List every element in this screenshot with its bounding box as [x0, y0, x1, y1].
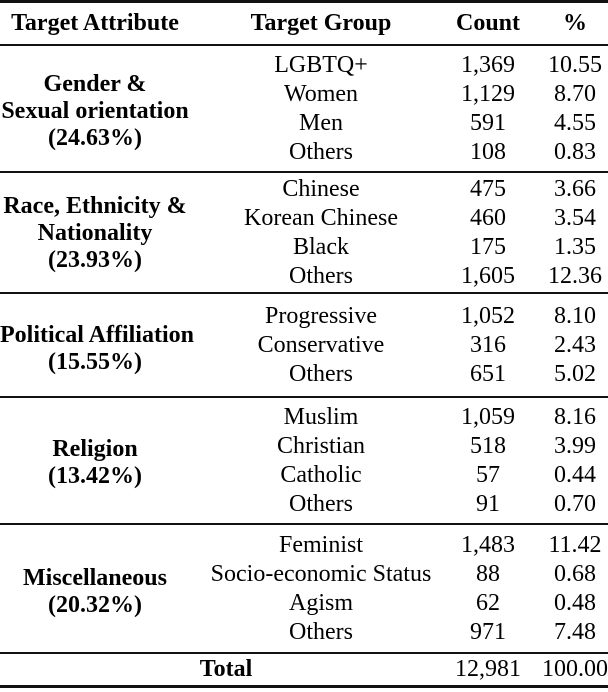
group-label-gender-sexual-orientation: [0, 45, 190, 172]
percent-cell: 2.43: [554, 332, 596, 358]
group-label-line: Gender &: [43, 70, 147, 97]
table-row: [0, 293, 608, 331]
percent-cell: 4.55: [554, 110, 596, 136]
group-label-race-ethnicity-nationality: [0, 172, 190, 293]
column-header-count: Count: [452, 2, 524, 46]
percent-cell: 0.44: [554, 462, 596, 488]
target-group-cell: Men: [299, 110, 343, 136]
group-political-affiliation: [0, 293, 608, 397]
total-row: [0, 653, 608, 687]
group-gender-sexual-orientation: [0, 45, 608, 172]
table-header-row: [0, 2, 608, 46]
target-group-cell: LGBTQ+: [274, 52, 368, 78]
column-header-target-attribute: Target Attribute: [0, 2, 190, 46]
group-race-ethnicity-nationality: [0, 172, 608, 293]
percent-cell: 3.54: [554, 205, 596, 231]
count-cell: 971: [470, 619, 506, 645]
target-group-cell: Feminist: [278, 532, 363, 558]
group-label-political-affiliation: [0, 293, 194, 397]
target-group-cell: Socio-economic Status: [210, 561, 432, 587]
percent-cell: 8.16: [554, 404, 596, 430]
count-cell: 475: [470, 176, 506, 202]
count-cell: 1,059: [461, 404, 515, 430]
percent-cell: 10.55: [548, 52, 602, 78]
count-cell: 57: [476, 462, 500, 488]
group-share: (20.32%): [48, 591, 142, 618]
target-group-cell: Others: [289, 619, 353, 645]
percent-cell: 8.10: [554, 303, 596, 329]
target-group-cell: Progressive: [265, 303, 377, 329]
group-label-line: Political Affiliation: [0, 322, 194, 348]
group-label-miscellaneous: [0, 524, 190, 653]
target-group-cell: Catholic: [280, 462, 362, 488]
group-share: (24.63%): [48, 124, 142, 151]
count-cell: 1,483: [461, 532, 515, 558]
count-cell: 1,369: [461, 52, 515, 78]
group-label-line: Miscellaneous: [23, 564, 167, 591]
target-group-cell: Others: [289, 361, 353, 387]
target-group-cell: Others: [289, 139, 353, 165]
target-group-cell: Christian: [277, 433, 365, 459]
group-label-line: Race, Ethnicity &: [3, 193, 187, 219]
total-section: [0, 653, 608, 687]
target-group-cell: Agism: [288, 590, 353, 616]
count-cell: 62: [476, 590, 500, 616]
count-cell: 175: [470, 234, 506, 260]
percent-cell: 3.66: [554, 176, 596, 202]
count-cell: 316: [470, 332, 506, 358]
count-cell: 1,129: [461, 81, 515, 107]
group-religion: [0, 397, 608, 524]
column-header-percent: %: [524, 2, 608, 46]
group-label-line: Religion: [52, 436, 138, 462]
count-cell: 460: [470, 205, 506, 231]
percent-cell: 8.70: [554, 81, 596, 107]
group-miscellaneous: [0, 524, 608, 653]
target-group-cell: Others: [289, 491, 353, 517]
column-header-target-group: Target Group: [190, 2, 452, 46]
count-cell: 108: [470, 139, 506, 165]
target-group-cell: Korean Chinese: [244, 205, 398, 231]
percent-cell: 12.36: [548, 263, 602, 289]
count-cell: 91: [476, 491, 500, 517]
target-group-cell: Conservative: [257, 332, 385, 358]
group-share: (13.42%): [48, 463, 142, 489]
group-label-line: Nationality: [37, 220, 153, 246]
total-label: Total: [199, 656, 253, 682]
target-group-cell: Muslim: [283, 404, 359, 430]
percent-cell: 5.02: [554, 361, 596, 387]
count-cell: 518: [470, 433, 506, 459]
percent-cell: 0.48: [554, 590, 596, 616]
target-group-cell: Women: [283, 81, 359, 107]
count-cell: 88: [476, 561, 500, 587]
target-group-cell: Chinese: [282, 176, 360, 202]
target-group-cell: Others: [289, 263, 353, 289]
percent-cell: 1.35: [554, 234, 596, 260]
percent-cell: 3.99: [554, 433, 596, 459]
percent-cell: 7.48: [554, 619, 596, 645]
table-row: [0, 172, 608, 204]
percent-cell: 0.70: [554, 491, 596, 517]
percent-cell: 0.68: [554, 561, 596, 587]
group-label-religion: [0, 397, 190, 524]
table-row: [0, 397, 608, 432]
count-cell: 1,052: [461, 303, 515, 329]
group-share: (23.93%): [48, 247, 142, 273]
percent-cell: 0.83: [554, 139, 596, 165]
target-group-cell: Black: [293, 234, 349, 260]
group-share: (15.55%): [48, 349, 142, 375]
percent-cell: 11.42: [548, 532, 602, 558]
table-row: [0, 45, 608, 80]
total-count-cell: 12,981: [455, 656, 521, 682]
count-cell: 1,605: [461, 263, 515, 289]
count-cell: 591: [470, 110, 506, 136]
group-label-line: Sexual orientation: [1, 97, 189, 124]
table-row: [0, 524, 608, 560]
count-cell: 651: [470, 361, 506, 387]
total-percent-cell: 100.00: [542, 656, 608, 682]
